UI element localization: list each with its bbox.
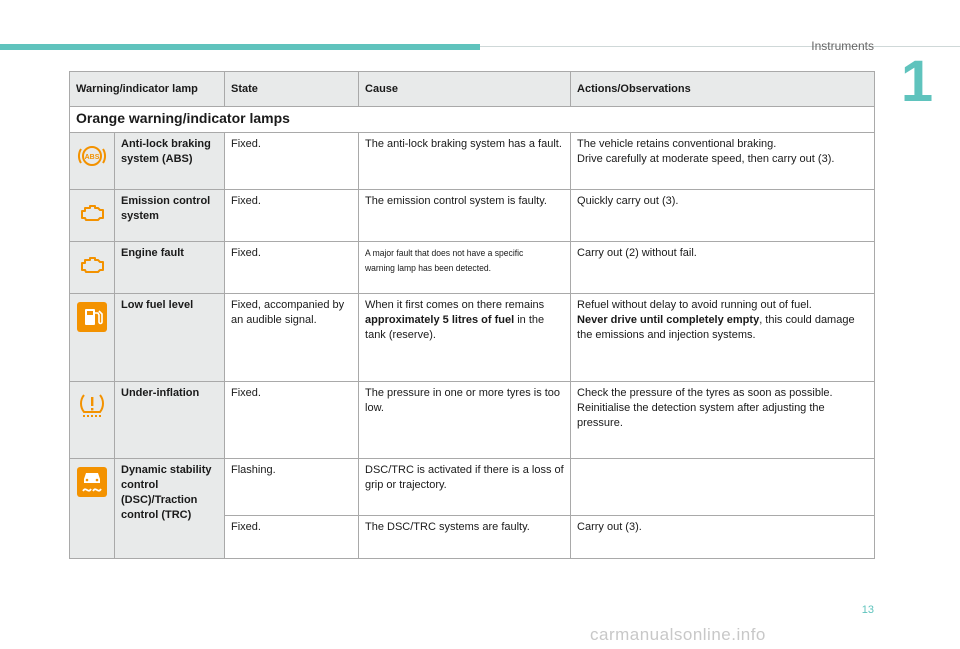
lamp-action xyxy=(571,459,875,516)
engine-emission-icon xyxy=(77,198,107,228)
stability-control-icon xyxy=(77,467,107,497)
lamp-state: Fixed. xyxy=(225,516,359,559)
lamp-action xyxy=(571,382,875,459)
lamp-name: Dynamic stability control (DSC)/Traction control (TRC) xyxy=(115,459,225,559)
lamp-name: Low fuel level xyxy=(115,294,225,382)
lamp-name: Engine fault xyxy=(115,242,225,294)
lamp-state: Fixed. xyxy=(225,382,359,459)
lamp-name: Under-inflation xyxy=(115,382,225,459)
abs-warning-icon xyxy=(77,141,107,171)
engine-fault-icon xyxy=(77,250,107,280)
fuel-pump-icon xyxy=(77,302,107,332)
cause-line: A major fault that does not have a specific xyxy=(365,248,524,259)
cause-line: warning lamp has been detected. xyxy=(365,263,491,274)
lamp-action xyxy=(571,294,875,382)
lamp-action xyxy=(571,133,875,190)
lamp-cause: DSC/TRC is activated if there is a loss of grip or trajectory. xyxy=(359,459,571,516)
lamp-cause: The anti-lock braking system has a fault. xyxy=(359,133,571,190)
icon-cell xyxy=(70,294,115,382)
page-number: 13 xyxy=(861,604,874,616)
accent-bar xyxy=(0,44,480,50)
svg-text:ABS: ABS xyxy=(84,154,100,161)
lamp-action: Quickly carry out (3). xyxy=(571,190,875,242)
lamp-cause: The emission control system is faulty. xyxy=(359,190,571,242)
lamp-state: Fixed. xyxy=(225,190,359,242)
watermark-logo: carmanualsonline.info xyxy=(590,625,766,644)
warning-lamps-table xyxy=(69,71,875,559)
lamp-cause xyxy=(359,294,571,382)
lamp-state: Fixed. xyxy=(225,242,359,294)
lamp-state: Fixed. xyxy=(225,133,359,190)
chapter-number: 1 xyxy=(900,49,934,114)
column-header-actions: Actions/Observations xyxy=(571,72,875,107)
header-rule xyxy=(480,46,960,47)
action-text: , this could damage the emissions and injection systems. xyxy=(577,314,855,341)
group-row xyxy=(70,107,875,133)
icon-cell xyxy=(70,459,115,559)
section-title: Instruments xyxy=(811,39,874,53)
table-row xyxy=(70,382,875,459)
action-line: Reinitialise the detection system after adjusting the pressure. xyxy=(577,402,825,429)
action-line: Check the pressure of the tyres as soon as possible. xyxy=(577,387,833,399)
lamp-name: Anti-lock braking system (ABS) xyxy=(115,133,225,190)
cause-text: When it first comes on there remains xyxy=(365,299,545,311)
lamp-name: Emission control system xyxy=(115,190,225,242)
action-line: The vehicle retains conventional braking. xyxy=(577,138,777,150)
table-row xyxy=(70,190,875,242)
icon-cell xyxy=(70,242,115,294)
lamp-cause: The pressure in one or more tyres is too low. xyxy=(359,382,571,459)
group-title: Orange warning/indicator lamps xyxy=(70,107,875,133)
lamp-cause: The DSC/TRC systems are faulty. xyxy=(359,516,571,559)
table-row xyxy=(70,294,875,382)
table-row xyxy=(70,459,875,516)
cause-emphasis: approximately 5 litres of fuel xyxy=(365,314,515,326)
lamp-action: Carry out (3). xyxy=(571,516,875,559)
lamp-state: Fixed, accompanied by an audible signal. xyxy=(225,294,359,382)
icon-cell xyxy=(70,133,115,190)
table-row xyxy=(70,242,875,294)
lamp-cause xyxy=(359,242,571,294)
lamp-action: Carry out (2) without fail. xyxy=(571,242,875,294)
tyre-pressure-icon xyxy=(77,390,107,420)
icon-cell xyxy=(70,190,115,242)
action-line: Drive carefully at moderate speed, then carry out (3). xyxy=(577,153,835,165)
action-line: Refuel without delay to avoid running out of fuel. xyxy=(577,299,812,311)
icon-cell xyxy=(70,382,115,459)
lamp-state: Flashing. xyxy=(225,459,359,516)
action-emphasis: Never drive until completely empty xyxy=(577,314,760,326)
column-header-cause: Cause xyxy=(359,72,571,107)
cause-text: in the tank (reserve). xyxy=(365,314,545,341)
column-header-lamp: Warning/indicator lamp xyxy=(70,72,225,107)
table-header-row xyxy=(70,72,875,107)
table-row xyxy=(70,133,875,190)
column-header-state: State xyxy=(225,72,359,107)
